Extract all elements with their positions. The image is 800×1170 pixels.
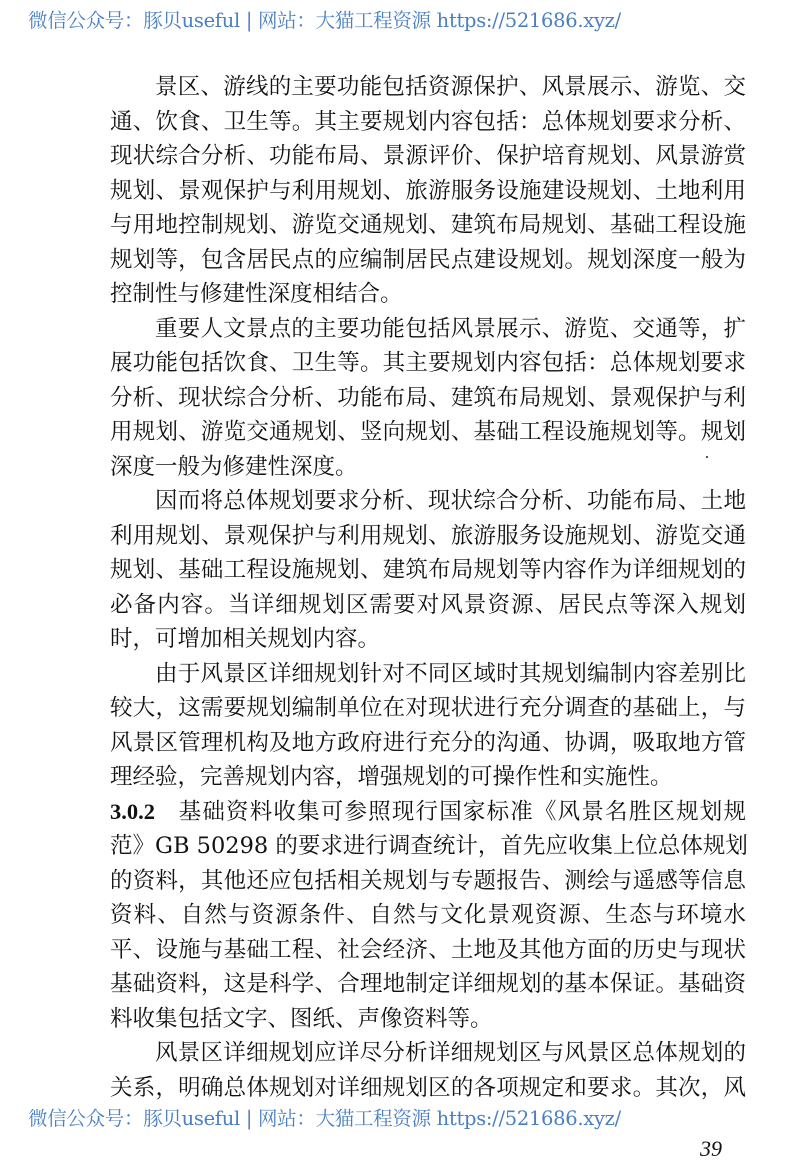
text-line [110, 415, 746, 450]
line-text: 因而将总体规划要求分析、现状综合分析、功能布局、土地 [155, 488, 746, 514]
page-number: 39 [700, 1136, 722, 1161]
line-text: 展功能包括饮食、卫生等。其主要规划内容包括：总体规划要求 [110, 350, 746, 376]
line-text: 景区、游线的主要功能包括资源保护、风景展示、游览、交 [155, 74, 746, 100]
text-line [110, 588, 746, 623]
line-text: 平、设施与基础工程、社会经济、土地及其他方面的历史与现状 [110, 936, 746, 963]
text-line [110, 450, 746, 485]
line-text: 用规划、游览交通规划、竖向规划、基础工程设施规划等。规划 [110, 419, 746, 445]
text-line [110, 208, 746, 243]
line-text: 较大，这需要规划编制单位在对现状进行充分调查的基础上，与 [110, 695, 746, 721]
line-text: 时，可增加相关规划内容。 [110, 626, 381, 652]
line-text: 重要人文景点的主要功能包括风景展示、游览、交通等，扩 [155, 315, 746, 342]
text-line [110, 829, 746, 864]
line-text: 现状综合分析、功能布局、景源评价、保护培育规划、风景游赏 [110, 143, 746, 169]
line-text: 通、饮食、卫生等。其主要规划内容包括：总体规划要求分析、 [110, 108, 746, 135]
text-line [110, 1002, 746, 1037]
text-line [110, 70, 746, 105]
line-text: 利用规划、景观保护与利用规划、旅游服务设施规划、游览交通 [110, 522, 746, 549]
line-text: 理经验，完善规划内容，增强规划的可操作性和实施性。 [110, 764, 673, 790]
text-line [110, 864, 746, 899]
text-line [110, 967, 746, 1002]
text-line [110, 484, 746, 519]
line-text: 风景区管理机构及地方政府进行充分的沟通、协调，吸取地方管 [110, 729, 746, 756]
line-text: 控制性与修建性深度相结合。 [110, 281, 403, 307]
line-text: 基础资料收集可参照现行国家标准《风景名胜区规划规 [177, 798, 746, 825]
clause-number: 3.0.2 [110, 798, 155, 824]
line-text: 深度一般为修建性深度。 [110, 453, 358, 480]
text-line [110, 243, 746, 278]
text-line [110, 519, 746, 554]
line-text: 料收集包括文字、图纸、声像资料等。 [110, 1005, 493, 1032]
text-line [110, 933, 746, 968]
text-line [110, 726, 746, 761]
text-line [110, 691, 746, 726]
line-text: 必备内容。当详细规划区需要对风景资源、居民点等深入规划 [110, 591, 746, 618]
text-line [110, 795, 746, 830]
watermark-top: 微信公众号：豚贝useful | 网站：大猫工程资源 https://521686.xyz/ [28, 9, 621, 32]
line-text: 规划、基础工程设施规划、建筑布局规划等内容作为详细规划的 [110, 557, 746, 583]
text-line [110, 312, 746, 347]
stray-mark [706, 456, 708, 458]
text-line [110, 1071, 746, 1106]
line-text: 由于风景区详细规划针对不同区域时其规划编制内容差别比 [155, 660, 746, 687]
line-text: 的资料，其他还应包括相关规划与专题报告、测绘与遥感等信息 [110, 867, 746, 894]
text-line [110, 139, 746, 174]
line-text: 规划、景观保护与利用规划、旅游服务设施建设规划、土地利用 [110, 177, 746, 204]
text-line [110, 1036, 746, 1071]
text-line [110, 381, 746, 416]
text-line [110, 898, 746, 933]
text-line [110, 657, 746, 692]
text-line [110, 553, 746, 588]
text-line [110, 174, 746, 209]
line-text: 风景区详细规划应详尽分析详细规划区与风景区总体规划的 [155, 1040, 746, 1066]
text-line [110, 105, 746, 140]
text-line [110, 760, 746, 795]
line-text: 资料、自然与资源条件、自然与文化景观资源、生态与环境水 [110, 902, 746, 928]
watermark-bottom: 微信公众号：豚贝useful | 网站：大猫工程资源 https://521686.xyz/ [28, 1107, 621, 1130]
document-body [110, 70, 746, 1105]
line-text: 与用地控制规划、游览交通规划、建筑布局规划、基础工程设施 [110, 212, 746, 238]
line-text: 基础资料，这是科学、合理地制定详细规划的基本保证。基础资 [110, 971, 746, 997]
text-line [110, 277, 746, 312]
line-text: 分析、现状综合分析、功能布局、建筑布局规划、景观保护与利 [110, 384, 746, 411]
line-text: 范》GB 50298 的要求进行调查统计，首先应收集上位总体规划 [110, 833, 748, 859]
line-text: 规划等，包含居民点的应编制居民点建设规划。规划深度一般为 [110, 246, 746, 273]
text-line [110, 622, 746, 657]
text-line [110, 346, 746, 381]
line-text: 关系，明确总体规划对详细规划区的各项规定和要求。其次，风 [110, 1074, 746, 1101]
